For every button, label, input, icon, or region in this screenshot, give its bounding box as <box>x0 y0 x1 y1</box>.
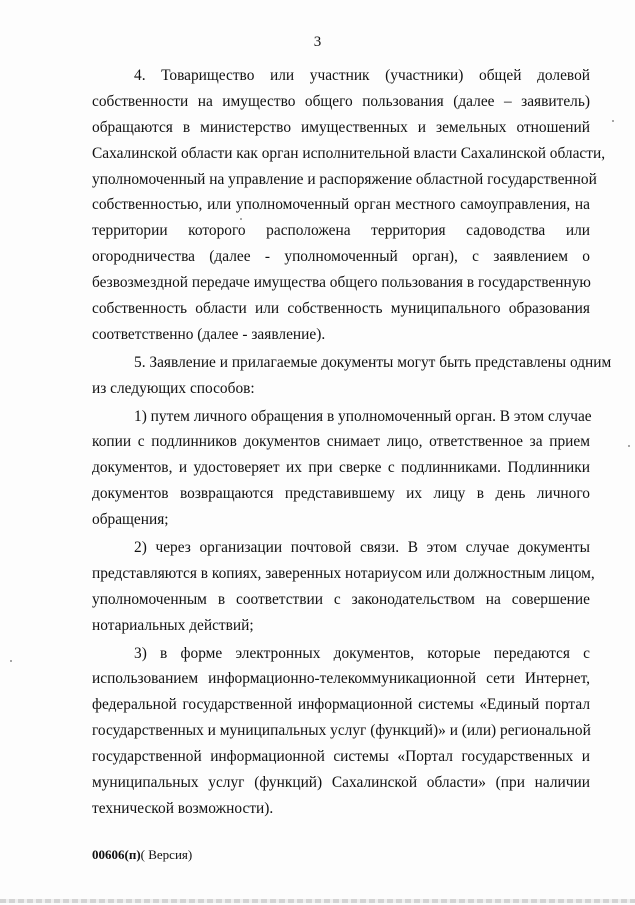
text-line: документов возвращаются представившему их лицу в день личного <box>92 485 590 503</box>
text-line: собственности на имущество общего пользования (далее – заявитель) <box>92 92 590 110</box>
text-line: технической возможности). <box>92 799 274 817</box>
text-line: уполномоченным в соответствии с законодательством на совершение <box>92 590 590 608</box>
scan-speck <box>10 660 12 662</box>
text-line: государственных и муниципальных услуг (функций)» и (или) региональной <box>92 722 591 740</box>
document-code: 00606(п) <box>92 847 141 862</box>
page-number: 3 <box>313 34 322 50</box>
text-line: 5. Заявление и прилагаемые документы могут быть представлены одним <box>134 353 612 371</box>
text-line: территории которого расположена территория садоводства или <box>92 222 590 240</box>
text-line: федеральной государственной информационной системы «Единый портал <box>92 696 590 714</box>
text-line: обращения; <box>92 511 169 529</box>
text-line: Сахалинской области как орган исполнительной власти Сахалинской области, <box>92 144 606 162</box>
text-line: уполномоченный на управление и распоряжение областной государственной <box>92 170 597 188</box>
text-line: копии с подлинников документов снимает лицо, ответственное за прием <box>92 433 590 451</box>
text-line: представляются в копиях, заверенных нотариусом или должностным лицом, <box>92 564 595 582</box>
text-line: документов, и удостоверяет их при сверке с подлинниками. Подлинники <box>92 459 590 477</box>
text-line: из следующих способов: <box>92 379 255 397</box>
scan-edge <box>0 899 635 903</box>
text-line: государственной информационной системы «Портал государственных и <box>92 748 590 766</box>
text-line: собственностью, или уполномоченный орган местного самоуправления, на <box>92 196 590 214</box>
text-line: нотариальных действий; <box>92 616 254 634</box>
text-line: безвозмездной передаче имущества общего пользования в государственную <box>92 274 591 292</box>
text-line: 4. Товарищество или участник (участники) общей долевой <box>134 67 590 84</box>
scan-speck <box>240 218 242 220</box>
text-line: соответственно (далее - заявление). <box>92 325 326 343</box>
scan-speck <box>612 120 614 122</box>
text-line: собственность области или собственность муниципального образования <box>92 300 590 318</box>
text-line: 3) в форме электронных документов, которые передаются с <box>134 644 590 662</box>
document-version: ( Версия) <box>140 847 193 862</box>
text-line: муниципальных услуг (функций) Сахалинской области» (при наличии <box>92 774 590 792</box>
scan-speck <box>628 445 630 447</box>
text-line: 1) путем личного обращения в уполномоченный орган. В этом случае <box>134 407 592 425</box>
document-body <box>92 63 612 822</box>
text-line: использованием информационно-телекоммуникационной сети Интернет, <box>92 670 590 688</box>
text-line: 2) через организации почтовой связи. В этом случае документы <box>134 539 590 557</box>
document-footer <box>92 847 192 863</box>
text-line: огородничества (далее - уполномоченный орган), с заявлением о <box>92 248 590 266</box>
text-line: обращаются в министерство имущественных и земельных отношений <box>92 118 590 136</box>
